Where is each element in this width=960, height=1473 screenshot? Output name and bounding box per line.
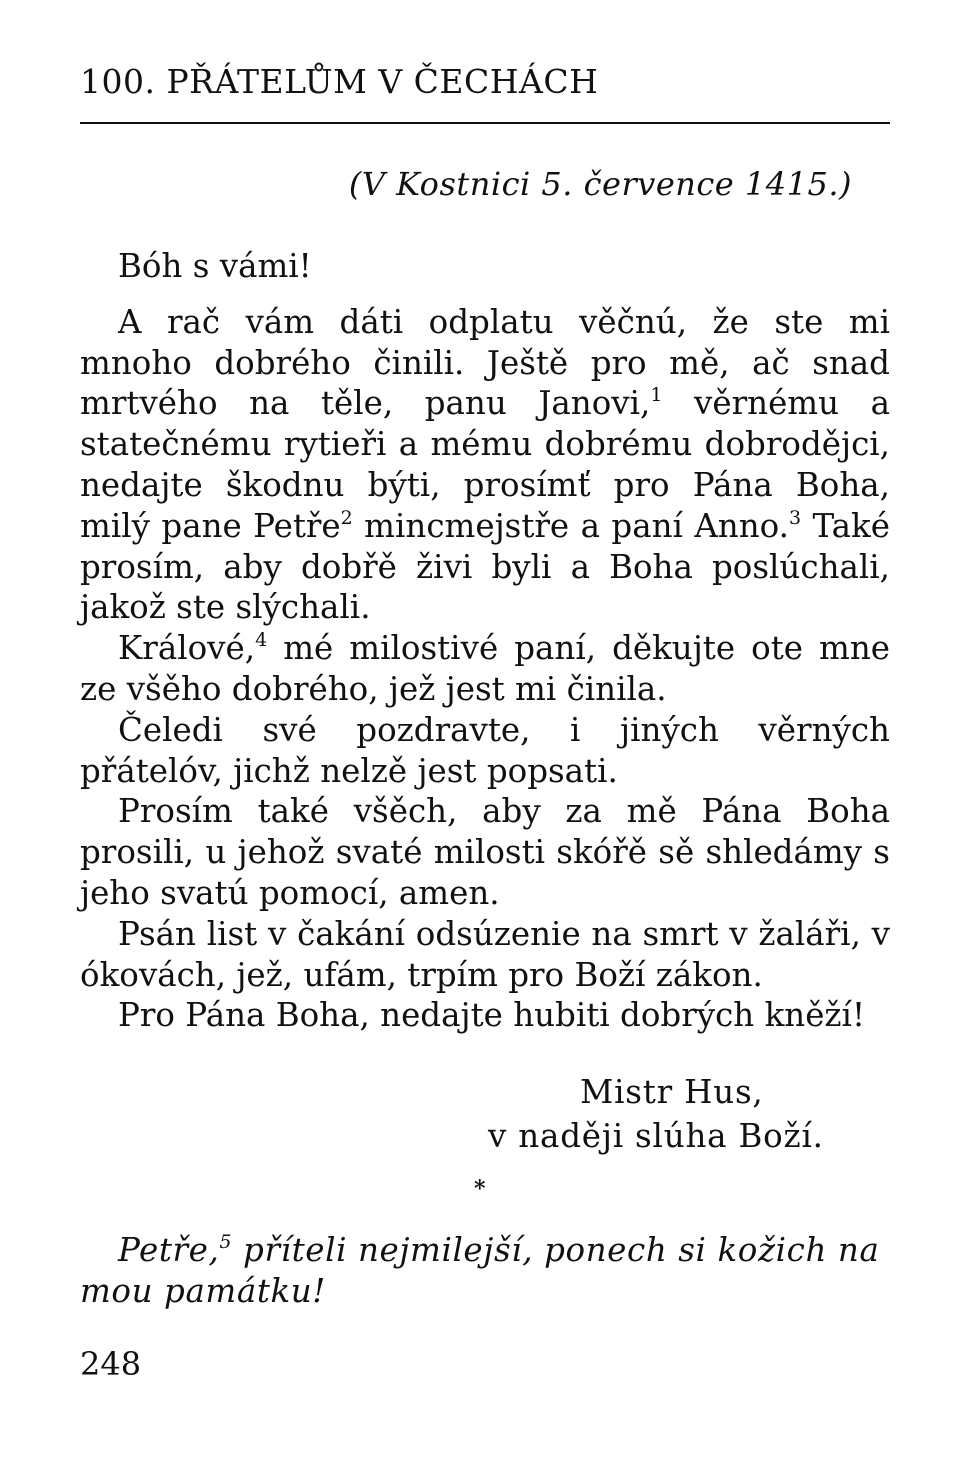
- footnote-mark: 3: [789, 506, 802, 529]
- letter-paragraph: Čeledi své pozdravte, i jiných věrných přátelóv, jichž nelzě jest popsati.: [80, 710, 890, 790]
- section-separator: *: [474, 1176, 486, 1202]
- signature-name: Mistr Hus,: [580, 1073, 764, 1111]
- letter-dateline: (V Kostnici 5. července 1415.): [348, 165, 852, 203]
- letter-signature: [488, 1070, 824, 1158]
- postscript-text: Petře,: [118, 1231, 220, 1269]
- paragraph-text: Králové,: [118, 629, 256, 668]
- paragraph-text: mincmejstře a paní Anno.: [352, 506, 789, 545]
- paragraph-text: A rač vám dáti odplatu věčnú, že ste mi mnoho dobrého činili. Ještě pro mě, ač snad mrtvého na těle, panu Janovi,: [80, 302, 890, 423]
- letter-paragraph: Psán list v čakání odsúzenie na smrt v žaláři, v ókovách, jež, ufám, trpím pro Boží zákon.: [80, 914, 890, 994]
- letter-paragraph: Prosím také všěch, aby za mě Pána Boha prosili, u jehož svaté milosti skóřě sě shledámy s jeho svatú pomocí, amen.: [80, 792, 890, 912]
- page-header: 100. PŘÁTELŮM V ČECHÁCH: [80, 62, 599, 101]
- letter-body: [80, 246, 890, 1036]
- postscript-text: příteli nejmilejší, ponech si kožich na mou památku!: [80, 1231, 880, 1310]
- postscript: [80, 1230, 890, 1312]
- paragraph-text: věrnému a statečnému rytieři a mému dobrému dobrodějci, nedajte škodnu býti, prosímť pro Pána Boha, milý pane Petře: [80, 384, 890, 545]
- letter-paragraph: Pro Pána Boha, nedajte hubiti dobrých kněží!: [118, 996, 866, 1035]
- page-number: 248: [80, 1345, 142, 1383]
- letter-greeting: Bóh s vámi!: [118, 247, 312, 285]
- footnote-mark: 5: [219, 1231, 233, 1253]
- paragraph-text: mé milostivé paní, děkujte ote mne ze všěho dobrého, jež jest mi činila.: [80, 629, 890, 708]
- footnote-mark: 4: [255, 629, 268, 652]
- letter-paragraph: [80, 628, 890, 710]
- header-rule: [80, 122, 890, 124]
- letter-paragraph: [80, 302, 890, 628]
- signature-title: v naději slúha Boží.: [488, 1117, 824, 1155]
- paragraph-text: Také prosím, aby dobřě živi byli a Boha poslúchali, jakož ste slýchali.: [80, 506, 890, 627]
- footnote-mark: 1: [650, 384, 663, 407]
- footnote-mark: 2: [340, 506, 353, 529]
